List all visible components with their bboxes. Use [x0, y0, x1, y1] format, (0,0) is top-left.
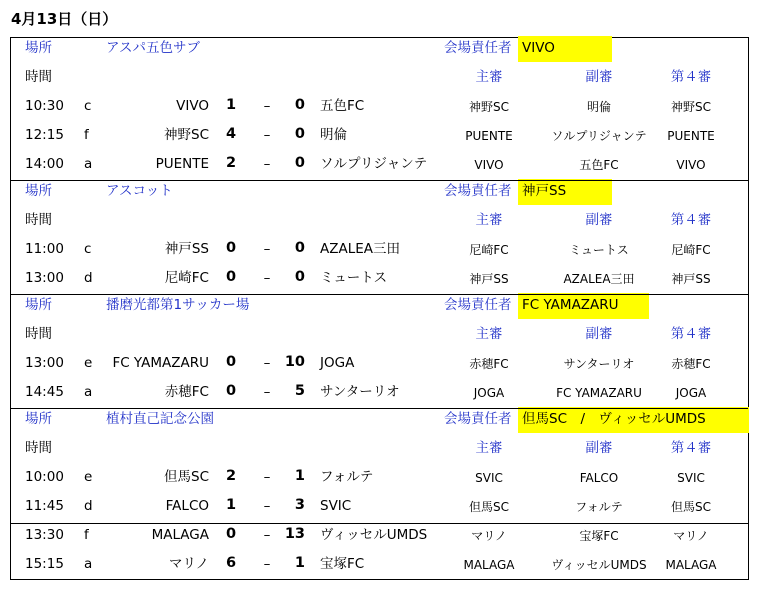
- group-letter: e: [84, 469, 93, 485]
- manager-name: 但馬SC / ヴィッセルUMDS: [522, 411, 706, 427]
- score-dash: –: [263, 355, 271, 371]
- home-team: 但馬SC: [164, 469, 209, 485]
- manager-name: VIVO: [522, 40, 555, 56]
- group-letter: f: [84, 127, 89, 143]
- group-letter: a: [84, 556, 93, 572]
- referee-fourth: 赤穂FC: [671, 357, 711, 371]
- home-score: 4: [225, 126, 237, 142]
- away-score: 0: [294, 126, 305, 142]
- away-team: AZALEA三田: [320, 241, 401, 257]
- section-divider: [11, 523, 748, 524]
- kickoff-time: 12:15: [25, 127, 64, 143]
- group-letter: c: [84, 98, 92, 114]
- kickoff-time: 11:45: [25, 498, 64, 514]
- referee-main: 但馬SC: [469, 500, 509, 514]
- venue-name: 播磨光都第1サッカー場: [106, 297, 250, 313]
- date-title: 4月13日（日）: [11, 10, 118, 28]
- time-label: 時間: [25, 212, 52, 228]
- kickoff-time: 14:00: [25, 156, 64, 172]
- referee-assistant: 五色FC: [579, 158, 619, 172]
- kickoff-time: 14:45: [25, 384, 64, 400]
- away-team: 明倫: [320, 127, 347, 143]
- kickoff-time: 13:00: [25, 270, 64, 286]
- away-team: ヴィッセルUMDS: [320, 527, 428, 543]
- match-row: [11, 354, 748, 376]
- referee-main-label: 主審: [475, 326, 503, 342]
- time-label: 時間: [25, 326, 52, 342]
- venue-label: 場所: [25, 411, 52, 427]
- group-letter: c: [84, 241, 92, 257]
- referee-assistant-label: 副審: [585, 440, 613, 456]
- match-row: [11, 497, 748, 519]
- match-row: [11, 126, 748, 148]
- referee-fourth: 但馬SC: [671, 500, 711, 514]
- manager-name: 神戸SS: [522, 183, 567, 199]
- kickoff-time: 11:00: [25, 241, 64, 257]
- home-team: MALAGA: [151, 527, 209, 543]
- match-row: [11, 97, 748, 119]
- home-score: 0: [225, 526, 237, 542]
- venue-section: [11, 38, 748, 178]
- home-score: 6: [225, 555, 237, 571]
- match-row: [11, 555, 748, 577]
- kickoff-time: 15:15: [25, 556, 64, 572]
- home-score: 1: [225, 97, 237, 113]
- referee-assistant: FC YAMAZARU: [556, 386, 642, 400]
- referee-main: PUENTE: [465, 129, 513, 143]
- venue-label: 場所: [25, 40, 52, 56]
- score-dash: –: [263, 556, 271, 572]
- home-team: 神戸SS: [164, 241, 209, 257]
- venue-name: アスパ五色サブ: [106, 40, 200, 56]
- group-letter: f: [84, 527, 89, 543]
- away-score: 1: [294, 468, 305, 484]
- referee-assistant-label: 副審: [585, 69, 613, 85]
- away-team: SVIC: [320, 498, 352, 514]
- manager-label: 会場責任者: [444, 40, 512, 56]
- away-score: 0: [294, 269, 305, 285]
- away-team: サンターリオ: [320, 384, 400, 400]
- referee-fourth-label: 第４審: [670, 326, 712, 342]
- referee-fourth: マリノ: [673, 529, 709, 543]
- venue-label: 場所: [25, 297, 52, 313]
- score-dash: –: [263, 127, 271, 143]
- home-team: 尼崎FC: [164, 270, 209, 286]
- match-row: [11, 468, 748, 490]
- referee-assistant-label: 副審: [585, 212, 613, 228]
- manager-label: 会場責任者: [444, 297, 512, 313]
- referee-main-label: 主審: [475, 69, 503, 85]
- away-team: フォルテ: [320, 469, 374, 485]
- referee-assistant: ミュートス: [569, 243, 629, 257]
- score-dash: –: [263, 498, 271, 514]
- manager-highlight: [518, 407, 749, 433]
- match-row: [11, 240, 748, 262]
- referee-main: 神野SC: [469, 100, 509, 114]
- group-letter: a: [84, 156, 93, 172]
- group-letter: e: [84, 355, 93, 371]
- score-dash: –: [263, 98, 271, 114]
- referee-assistant: ヴィッセルUMDS: [551, 558, 647, 572]
- home-team: 神野SC: [164, 127, 209, 143]
- score-dash: –: [263, 469, 271, 485]
- manager-highlight: [518, 36, 612, 62]
- referee-main-label: 主審: [475, 212, 503, 228]
- referee-assistant: AZALEA三田: [563, 272, 635, 286]
- referee-fourth: 神野SC: [671, 100, 711, 114]
- away-team: JOGA: [320, 355, 355, 371]
- away-score: 5: [294, 383, 305, 399]
- kickoff-time: 13:30: [25, 527, 64, 543]
- section-divider: [11, 180, 748, 181]
- away-score: 1: [294, 555, 305, 571]
- score-dash: –: [263, 527, 271, 543]
- score-dash: –: [263, 241, 271, 257]
- away-score: 13: [284, 526, 305, 542]
- kickoff-time: 10:00: [25, 469, 64, 485]
- match-row: [11, 155, 748, 177]
- home-team: FC YAMAZARU: [112, 355, 209, 371]
- referee-fourth: JOGA: [675, 386, 707, 400]
- referee-fourth-label: 第４審: [670, 212, 712, 228]
- home-score: 2: [225, 468, 237, 484]
- referee-assistant: フォルテ: [575, 500, 623, 514]
- home-team: VIVO: [176, 98, 209, 114]
- referee-assistant: FALCO: [579, 471, 619, 485]
- venue-label: 場所: [25, 183, 52, 199]
- schedule-table: [10, 37, 749, 580]
- referee-main: JOGA: [473, 386, 505, 400]
- referee-main-label: 主審: [475, 440, 503, 456]
- match-row: [11, 383, 748, 405]
- kickoff-time: 13:00: [25, 355, 64, 371]
- away-score: 10: [284, 354, 305, 370]
- group-letter: d: [84, 498, 93, 514]
- manager-label: 会場責任者: [444, 411, 512, 427]
- home-team: マリノ: [169, 556, 209, 572]
- home-score: 0: [225, 240, 237, 256]
- referee-main: SVIC: [475, 471, 503, 485]
- away-team: 宝塚FC: [320, 556, 365, 572]
- manager-highlight: [518, 293, 649, 319]
- manager-name: FC YAMAZARU: [522, 297, 619, 313]
- away-score: 3: [294, 497, 305, 513]
- home-score: 0: [225, 269, 237, 285]
- referee-fourth: SVIC: [677, 471, 705, 485]
- match-row: [11, 269, 748, 291]
- match-row: [11, 526, 748, 548]
- referee-fourth: 神戸SS: [671, 272, 711, 286]
- home-score: 0: [225, 383, 237, 399]
- score-dash: –: [263, 270, 271, 286]
- referee-fourth-label: 第４審: [670, 440, 712, 456]
- venue-name: アスコット: [106, 183, 173, 199]
- referee-assistant-label: 副審: [585, 326, 613, 342]
- away-score: 0: [294, 155, 305, 171]
- referee-assistant: 宝塚FC: [579, 529, 619, 543]
- time-label: 時間: [25, 69, 52, 85]
- referee-main: 赤穂FC: [469, 357, 509, 371]
- away-score: 0: [294, 240, 305, 256]
- away-team: ソルプリジャンテ: [320, 156, 428, 172]
- home-score: 2: [225, 155, 237, 171]
- kickoff-time: 10:30: [25, 98, 64, 114]
- referee-assistant: ソルプリジャンテ: [551, 129, 647, 143]
- referee-main: VIVO: [474, 158, 504, 172]
- home-team: PUENTE: [155, 156, 209, 172]
- home-score: 0: [225, 354, 237, 370]
- section-divider: [11, 294, 748, 295]
- venue-name: 植村直己記念公園: [106, 411, 214, 427]
- referee-assistant: 明倫: [586, 100, 611, 114]
- referee-fourth: MALAGA: [665, 558, 717, 572]
- manager-highlight: [518, 179, 612, 205]
- referee-main: 尼崎FC: [469, 243, 509, 257]
- score-dash: –: [263, 156, 271, 172]
- away-score: 0: [294, 97, 305, 113]
- referee-fourth-label: 第４審: [670, 69, 712, 85]
- home-score: 1: [225, 497, 237, 513]
- referee-main: マリノ: [471, 529, 507, 543]
- group-letter: d: [84, 270, 93, 286]
- manager-label: 会場責任者: [444, 183, 512, 199]
- section-divider: [11, 408, 748, 409]
- venue-section: [11, 409, 748, 572]
- referee-fourth: 尼崎FC: [671, 243, 711, 257]
- home-team: 赤穂FC: [164, 384, 209, 400]
- away-team: ミュートス: [320, 270, 388, 286]
- away-team: 五色FC: [320, 98, 365, 114]
- referee-main: 神戸SS: [469, 272, 509, 286]
- referee-fourth: PUENTE: [667, 129, 715, 143]
- time-label: 時間: [25, 440, 52, 456]
- home-team: FALCO: [165, 498, 209, 514]
- score-dash: –: [263, 384, 271, 400]
- group-letter: a: [84, 384, 93, 400]
- referee-main: MALAGA: [463, 558, 515, 572]
- referee-assistant: サンターリオ: [563, 357, 635, 371]
- referee-fourth: VIVO: [676, 158, 706, 172]
